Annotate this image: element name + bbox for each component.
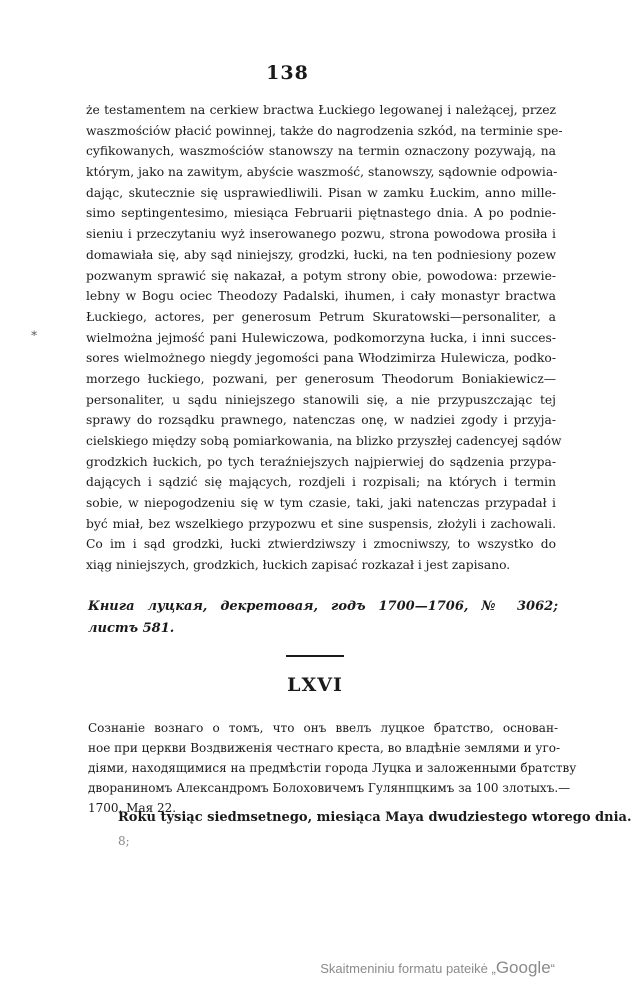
summary-line: ное при церкви Воздвиженія честнаго креста, во владѣніе землями и уго- [88, 741, 561, 755]
summary-line: двораниномъ Александромъ Болоховичемъ Гулянпцкимъ за 100 злотыхъ.— [88, 781, 571, 795]
closing-line: Roku tysiąc siedmsetnego, miesiąca Maya dwudziestego wtorego dnia. [118, 810, 631, 825]
source-reference-line: Книга луцкая, декретовая, годъ 1700—1706, № 3062; [88, 599, 558, 614]
body-line: simo septingentesimo, miesiąca Februarii piętnastego dnia. A po podnie- [86, 206, 556, 221]
margin-mark: ∗ [30, 326, 39, 340]
body-line: cyfikowanych, waszmościów stanowszy na termin oznaczony pozywają, na [86, 144, 556, 159]
google-brand: Google [495, 958, 551, 977]
body-line: dających i sądzić się mających, rozdjeli i rozpisali; na których i termin [86, 475, 556, 490]
body-line: sieniu i przeczytaniu wyż inserowanego pozwu, strona powodowa prosiła i [86, 227, 556, 242]
body-line: sobie, w niepogodzeniu się w tym czasie, taki, jaki natenczas przypadał i [86, 496, 556, 511]
body-line: pozwanym sprawić się nakazał, a potym strony obie, powodowa: przewie- [86, 268, 556, 283]
summary-line: 1700, Мая 22. [88, 801, 177, 815]
section-divider [286, 655, 344, 657]
document-number: LXVI [287, 674, 343, 696]
body-line: sprawy do rozsądku prawnego, natenczas onę, w nadziei zgody i przyja- [86, 413, 556, 428]
summary-line: Сознаніе вознаго о томъ, что онъ ввелъ луцкое братство, основан- [88, 721, 558, 735]
body-line: Łuckiego, actores, per generosum Petrum Skuratowski—personaliter, a [86, 309, 556, 324]
digitization-footer [320, 958, 555, 978]
body-line: grodzkich łuckich, po tych teraźniejszych najpierwiej do sądzenia przypa- [86, 454, 556, 469]
body-line: xiąg niniejszych, grodzkich, łuckich zapisać rozkazał i jest zapisano. [86, 558, 511, 573]
source-reference-line: листъ 581. [88, 621, 175, 636]
body-line: wielmożna jejmość pani Hulewiczowa, podkomorzyna łucka, i inni succes- [86, 330, 556, 345]
page-number: 138 [266, 62, 309, 84]
body-line: waszmościów płacić powinnej, także do nagrodzenia szkód, na terminie spe- [86, 123, 563, 138]
body-line: że testamentem na cerkiew bractwa Łuckiego legowanej i należącej, przez [86, 103, 556, 117]
body-line: personaliter, u sądu niniejszego stanowili się, a nie przypuszczając tej [86, 392, 556, 407]
footer-suffix: “ [550, 961, 555, 976]
source-reference [88, 596, 558, 640]
body-line: być miał, bez wszelkiego przypozwu et sine suspensis, złożyli i zachowali. [86, 516, 556, 531]
body-line: sores wielmożnego niegdy jegomości pana Włodzimirza Hulewicza, podko- [86, 351, 556, 366]
body-line: morzego łuckiego, pozwani, per generosum Theodorum Boniakiewicz— [86, 371, 556, 386]
summary-line: діями, находящимися на предмѣстіи города Луцка и заложенными братству [88, 761, 577, 775]
body-line: domawiała się, aby sąd niniejszy, grodzki, łucki, na ten podniesiony pozew [86, 247, 556, 262]
footer-prefix: Skaitmeniniu formatu pateikė „ [320, 961, 496, 976]
body-line: cielskiego między sobą pomiarkowania, na blizko przyszłej cadencyej sądów [86, 434, 562, 448]
bottom-mark: 8; [118, 834, 130, 848]
document-summary [88, 718, 577, 818]
body-line: którym, jako na zawitym, abyście waszmość, stanowszy, sądownie odpowia- [86, 165, 558, 180]
body-line: dając, skutecznie się usprawiedliwili. Pisan w zamku Łuckim, anno mille- [86, 185, 556, 200]
body-line: lebny w Bogu ociec Theodozy Padalski, ihumen, i cały monastyr bractwa [86, 289, 556, 304]
body-line: Co im i sąd grodzki, łucki ztwierdziwszy i zmocniwszy, to wszystko do [86, 537, 556, 552]
body-text [86, 100, 563, 576]
